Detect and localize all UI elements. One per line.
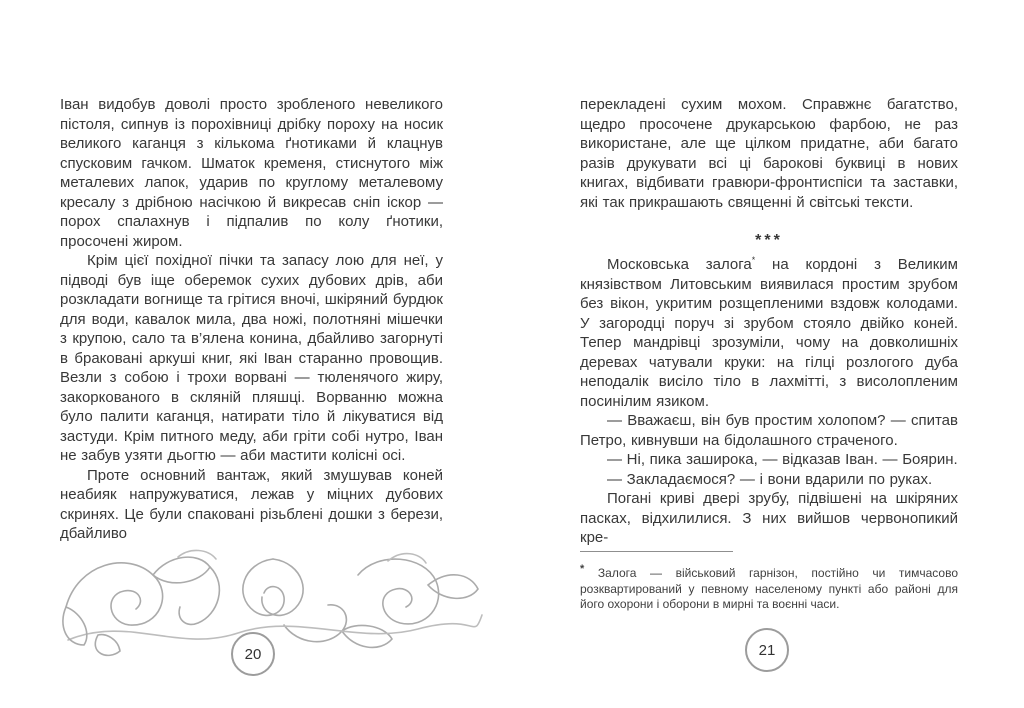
page-number-left xyxy=(231,632,275,676)
page-right-text xyxy=(580,95,958,548)
paragraph xyxy=(580,470,958,490)
paragraph-run: Крім цієї похідної пічки та запасу лою для неї, у підводі був іще оберемок сухих дубових дрів, аби розкладати вогнище та грітися вночі, шкіряний бурдюк для води, кавалок мила, два ножі, полотняні мішечки з крупою, сало та в’ялена конина, дбайливо загорнуті в браковані аркуші книг, які Іван старанно провощив. Везли з собою і трохи ворвані — тюленячого жиру, закоркованого в скляній пляшці. Ворванню можна було палити каганця, натирати тіло й лікуватися від застуди. Крім питного меду, аби гріти собі нутро, Іван не забув узяти дьогтю — аби мастити колісні осі. xyxy=(60,252,443,464)
paragraph xyxy=(580,255,958,411)
paragraph-run: — Закладаємося? — і вони вдарили по руках. xyxy=(607,470,933,488)
paragraph-run: Іван видобув доволі просто зробленого невеликого пістоля, сипнув із порохівниці дрібку пороху на носик великого каганця з кількома ґнотиками й клацнув спусковим гачком. Шматок кременя, стиснутого між металевих лапок, ударив по круглому металевому кресалу з дрібною насічкою й викресав сніп іскор — порох спалахнув і підпалив по колу ґнотики, просочені жиром. xyxy=(60,96,443,250)
paragraph xyxy=(60,251,443,466)
page-number-right xyxy=(745,628,789,672)
floral-ornament xyxy=(58,545,490,663)
page-number-right-label: 21 xyxy=(758,641,776,659)
footnote-ref: * xyxy=(751,255,756,265)
paragraph-run: на кордоні з Великим князівством Литовським виявилася простим зрубом без вікон, укритим розщепленими вздовж колодами. У загородці поруч зі зрубом стояло двійко коней. Тепер мандрівці зрозуміли, чому на довколишніх деревах чатували круки: на гілці розлогого дуба неподалік висіло тіло в лахмітті, з висолопленим посинілим язиком. xyxy=(580,256,958,410)
paragraph xyxy=(580,95,958,212)
page-number-left-label: 20 xyxy=(244,645,262,663)
page-left-text xyxy=(60,95,443,544)
footnote-text xyxy=(580,562,958,613)
paragraph xyxy=(60,95,443,251)
footnote-body: Залога — військовий гарнізон, постійно чи тимчасово розквартирований у певному населеному пункті або районі для його охорони і оборони в мирні та воєнні часи. xyxy=(580,566,958,611)
paragraph-run: перекладені сухим мохом. Справжнє багатство, щедро просочене друкарською фарбою, не раз використане, але ще цілком придатне, аби багато разів друкувати всі ці барокові буквиці в нових книгах, відбивати гравюри-фронтиспіси та заставки, які так прикрашають священні й світські тексти. xyxy=(580,96,958,211)
paragraph xyxy=(580,450,958,470)
paragraph-run: Проте основний вантаж, який змушував коней неабияк напружуватися, лежав у міцних дубових скринях. Це були спаковані різьблені дошки з берези, дбайливо xyxy=(60,466,443,542)
paragraph-run: — Ні, пика заширока, — відказав Іван. — Боярин. xyxy=(607,451,958,468)
paragraph-run: Погані криві двері зрубу, підвішені на шкіряних пасках, відхилилися. З них вийшов червонопикий кре- xyxy=(580,490,958,546)
footnote-divider xyxy=(580,551,733,552)
paragraph-run: Московська залога xyxy=(607,256,752,273)
footnote-marker: * xyxy=(580,563,585,575)
section-break: *** xyxy=(755,232,783,249)
footnote xyxy=(580,551,958,613)
paragraph xyxy=(580,489,958,548)
paragraph xyxy=(580,411,958,450)
paragraph-run: — Вважаєш, він був простим холопом? — спитав Петро, кивнувши на бідолашного страченого. xyxy=(580,412,958,449)
paragraph xyxy=(60,466,443,544)
